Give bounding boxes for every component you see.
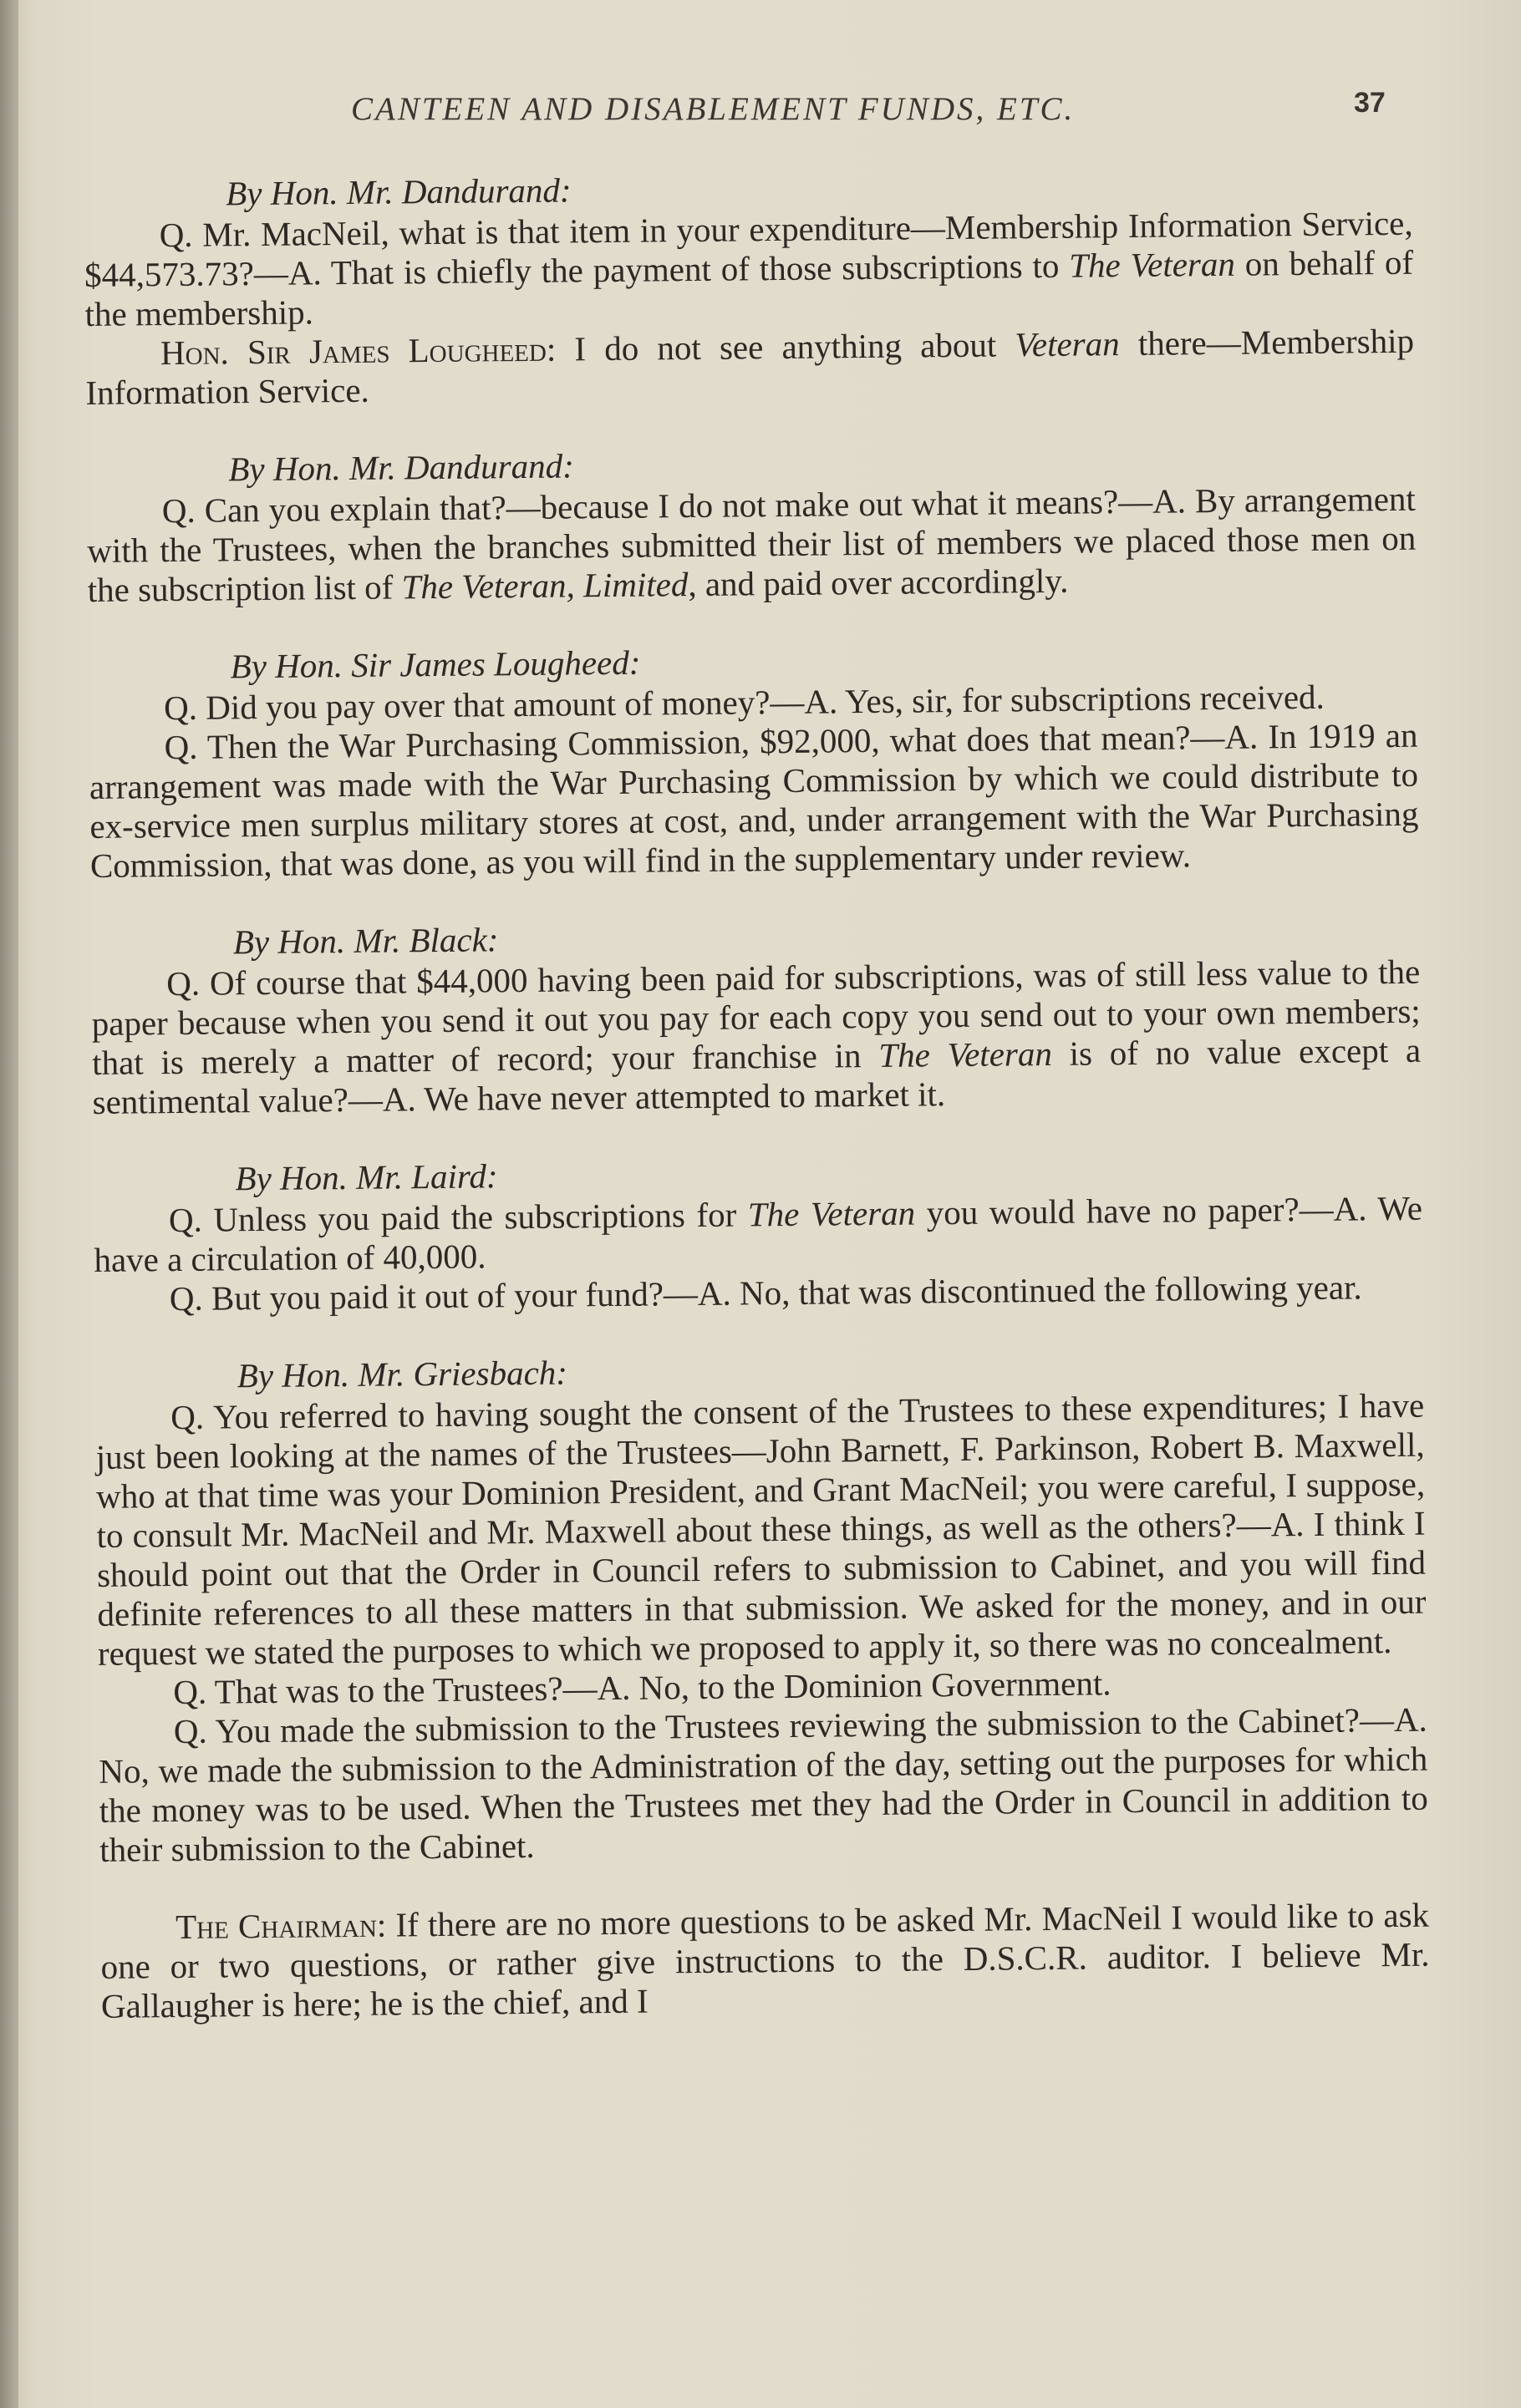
question-paragraph: Q. Can you explain that?—because I do not make out what it means?—A. By arrangement with the Trustees, when the branches submitted their list of members we placed those men on the subscription list of The Veteran, Limited, and paid over accordingly. (87, 479, 1417, 609)
book-spine-shadow (0, 0, 18, 2408)
question-paragraph: Q. You made the submission to the Trustees reviewing the submission to the Cabinet?—A. No, we made the submission to the Administration of the day, setting out the purposes for which the money was to be used. When the Trustees met they had the Order in Council in addition to their submission to the Cabinet. (99, 1699, 1428, 1869)
question-paragraph: Q. Of course that $44,000 having been paid for subscriptions, was of still less value to the paper because when you send it out you pay for each copy you send out to your own members; that is merely a matter of record; your franchise in The Veteran is of no value except a sentimental value?—A. We have never attempted to market it. (91, 952, 1422, 1121)
statement-paragraph: Hon. Sir James Lougheed: I do not see anything about Veteran there—Membership Information Service. (85, 321, 1415, 412)
speaker-heading: By Hon. Mr. Dandurand: (225, 170, 572, 213)
question-paragraph: Q. You referred to having sought the consent of the Trustees to these expenditures; I have just been looking at the names of the Trustees—John Barnett, F. Parkinson, Robert B. Maxwell, who at that time was your Dominion President, and Grant MacNeil; you were careful, I suppose, to consult Mr. MacNeil and Mr. Maxwell about these things, as well as the others?—A. I think I should point out that the Order in Council refers to submission to Cabinet, and you will find definite references to all these matters in that submission. We asked for the money, and in our request we stated the purposes to which we proposed to apply it, so there was no concealment. (95, 1385, 1427, 1673)
question-paragraph: Q. But you paid it out of your fund?—A. No, that was discontinued the following year. (169, 1268, 1362, 1318)
question-paragraph: Q. Then the War Purchasing Commission, $92,000, what does that mean?—A. In 1919 an arrangement was made with the War Purchasing Commission by which we could distribute to ex-service men surplus military stores at cost, and, under arrangement with the War Purchasing Commission, that was done, as you will find in the supplementary under review. (89, 715, 1419, 885)
speaker-heading: By Hon. Mr. Laird: (235, 1156, 498, 1198)
speaker-heading: By Hon. Sir James Lougheed: (230, 643, 641, 686)
page-body (84, 163, 1430, 2026)
question-paragraph: Q. That was to the Trustees?—A. No, to the Dominion Government. (173, 1664, 1112, 1712)
chairman-paragraph: The Chairman: If there are no more questions to be asked Mr. MacNeil I would like to ask one or two questions, or rather give instructions to the D.S.C.R. auditor. I believe Mr. Gallaugher is here; he is the chief, and I (100, 1895, 1430, 2025)
page-number: 37 (1354, 87, 1386, 119)
question-paragraph: Q. Unless you paid the subscriptions for The Veteran you would have no paper?—A. We have a circulation of 40,000. (94, 1188, 1423, 1279)
speaker-heading: By Hon. Mr. Black: (232, 920, 499, 962)
question-paragraph: Q. Mr. MacNeil, what is that item in your expenditure—Membership Information Service, $44,573.73?—A. That is chiefly the payment of those subscriptions to The Veteran on behalf of the membership. (84, 203, 1414, 333)
running-header: CANTEEN AND DISABLEMENT FUNDS, ETC. (351, 91, 1076, 127)
speaker-heading: By Hon. Mr. Griesbach: (237, 1353, 568, 1395)
speaker-heading: By Hon. Mr. Dandurand: (228, 446, 574, 489)
question-paragraph: Q. Did you pay over that amount of money?—A. Yes, sir, for subscriptions received. (163, 677, 1325, 728)
